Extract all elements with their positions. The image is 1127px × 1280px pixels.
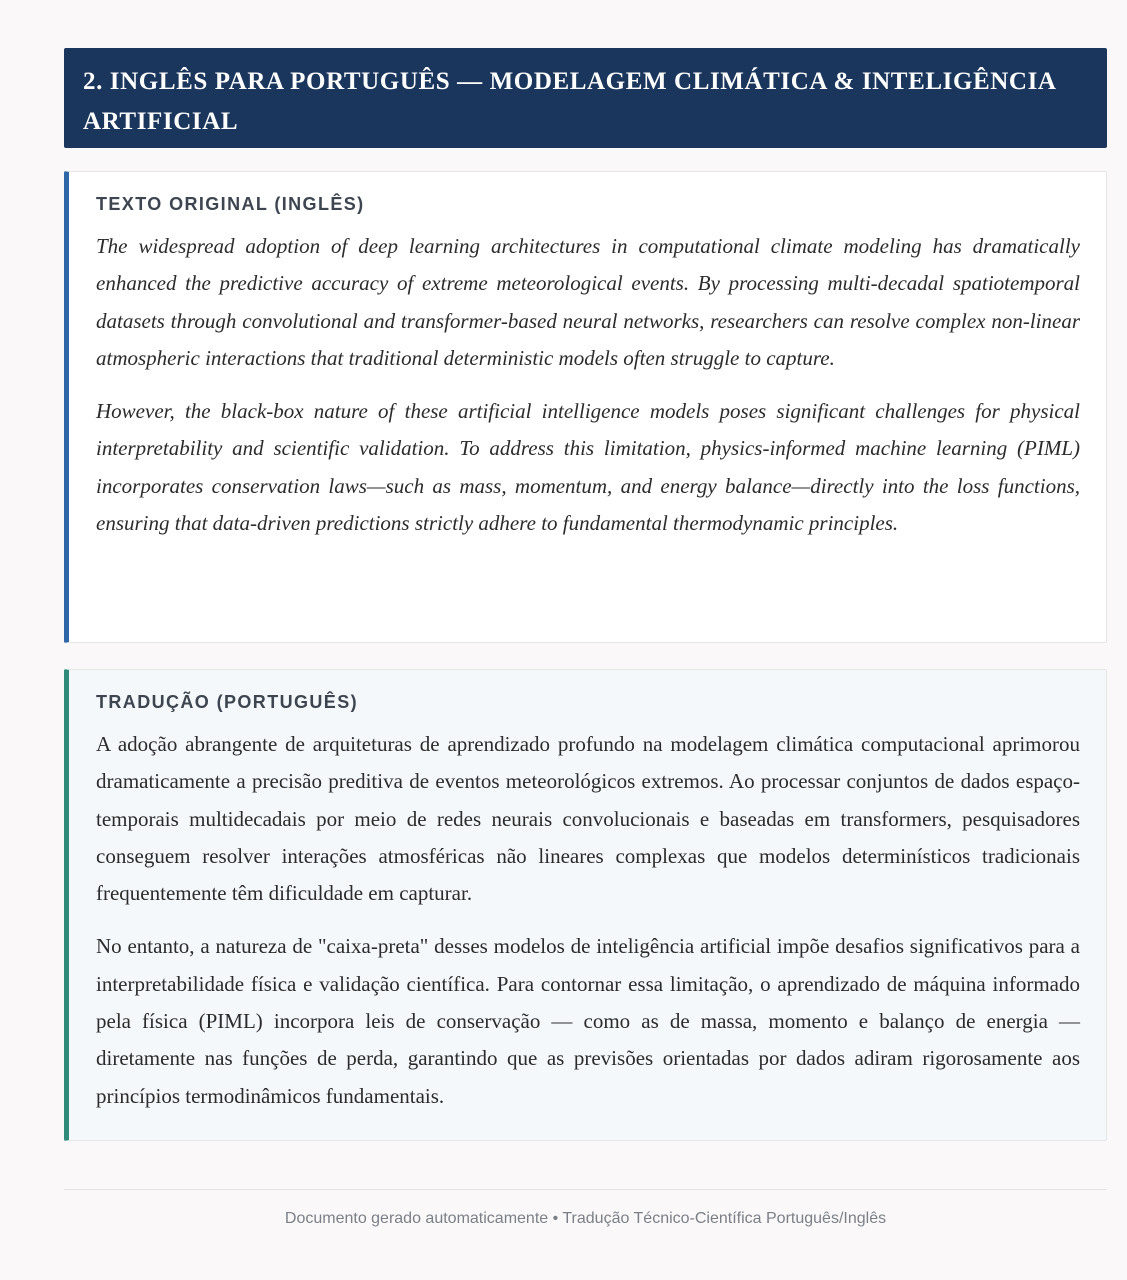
original-paragraph: The widespread adoption of deep learning architectures in computational climate modeling has dramatically enhanced the predictive accuracy of extreme meteorological events. By processing multi-decadal spatiotemporal datasets through convolutional and transformer-based neural networks, researchers can resolve complex non-linear atmospheric interactions that traditional deterministic models often struggle to capture. xyxy=(96,234,1080,370)
translation-paragraph: No entanto, a natureza de "caixa-preta" desses modelos de inteligência artificial impõe desafios significativos para a interpretabilidade física e validação científica. Para contornar essa limitação, o aprendizado de máquina informado pela física (PIML) incorpora leis de conservação — como as de massa, momento e balanço de energia — diretamente nas funções de perda, garantindo que as previsões orientadas por dados adiram rigorosamente aos princípios termodinâmicos fundamentais. xyxy=(96,934,1080,1108)
translation-label: TRADUÇÃO (PORTUGUÊS) xyxy=(96,692,358,712)
footer-note: Documento gerado automaticamente • Tradução Técnico-Científica Português/Inglês xyxy=(284,1210,887,1227)
section-title: 2. INGLÊS PARA PORTUGUÊS — MODELAGEM CLIMÁTICA & INTELIGÊNCIA ARTIFICIAL xyxy=(83,68,1056,135)
section-header xyxy=(64,48,1107,148)
original-text-panel xyxy=(64,171,1107,643)
original-paragraph: However, the black-box nature of these artificial intelligence models poses significant challenges for physical interpretability and scientific validation. To address this limitation, physics-informed machine learning (PIML) incorporates conservation laws—such as mass, momentum, and energy balance—directly into the loss functions, ensuring that data-driven predictions strictly adhere to fundamental thermodynamic principles. xyxy=(96,399,1080,536)
original-text-label: TEXTO ORIGINAL (INGLÊS) xyxy=(96,194,365,214)
translation-panel xyxy=(64,669,1107,1141)
footer-divider xyxy=(64,1189,1107,1190)
translation-paragraph: A adoção abrangente de arquiteturas de aprendizado profundo na modelagem climática computacional aprimorou dramaticamente a precisão preditiva de eventos meteorológicos extremos. Ao processar conjuntos de dados espaço-temporais multidecadais por meio de redes neurais convolucionais e baseadas em transformers, pesquisadores conseguem resolver interações atmosféricas não lineares complexas que modelos determinísticos tradicionais frequentemente têm dificuldade em capturar. xyxy=(96,732,1080,906)
